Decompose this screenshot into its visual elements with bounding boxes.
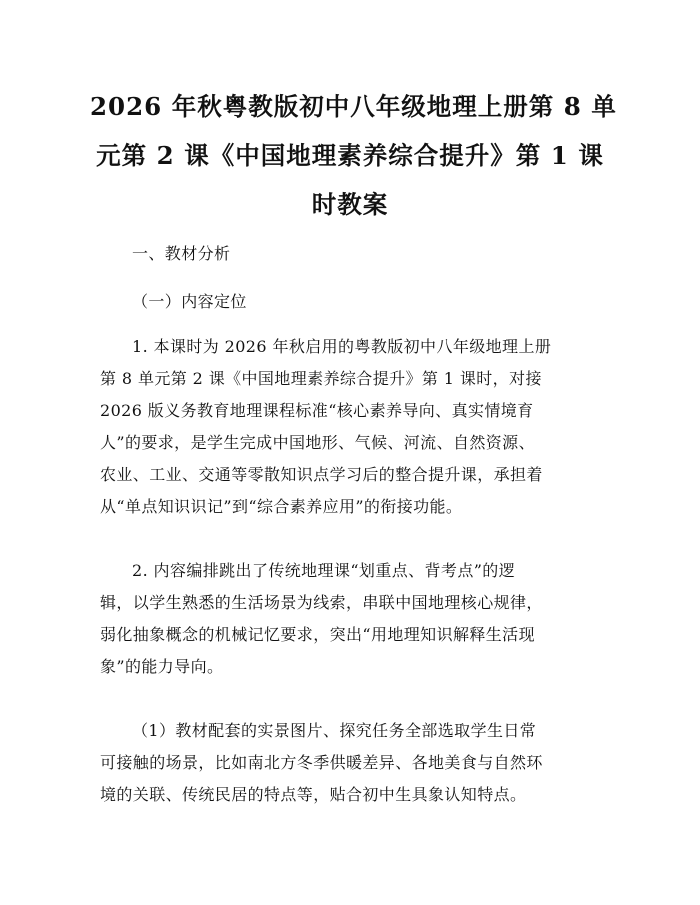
paragraph-1 bbox=[100, 331, 600, 523]
title-line: 时教案 bbox=[311, 190, 389, 219]
subsection-heading: （一）内容定位 bbox=[132, 292, 247, 311]
paragraph-line: 2026 版义务教育地理课程标准“核心素养导向、真实情境育 bbox=[100, 401, 534, 420]
title-line: 元第 2 课《中国地理素养综合提升》第 1 课 bbox=[96, 141, 604, 170]
title-line: 2026 年秋粤教版初中八年级地理上册第 8 单 bbox=[90, 92, 617, 121]
paragraph-line: （1）教材配套的实景图片、探究任务全部选取学生日常 bbox=[132, 721, 537, 740]
paragraph-line: 人”的要求，是学生完成中国地形、气候、河流、自然资源、 bbox=[100, 433, 535, 452]
paragraph-line: 境的关联、传统民居的特点等，贴合初中生具象认知特点。 bbox=[100, 785, 527, 804]
paragraph-2 bbox=[100, 555, 600, 683]
paragraph-line: 弱化抽象概念的机械记忆要求，突出“用地理知识解释生活现 bbox=[100, 625, 535, 644]
paragraph-line: 1. 本课时为 2026 年秋启用的粤教版初中八年级地理上册 bbox=[132, 337, 552, 356]
paragraph-line: 辑，以学生熟悉的生活场景为线索，串联中国地理核心规律， bbox=[100, 593, 543, 612]
paragraph-line: 从“单点知识识记”到“综合素养应用”的衔接功能。 bbox=[100, 497, 463, 516]
document-title bbox=[90, 82, 617, 229]
paragraph-line: 2. 内容编排跳出了传统地理课“划重点、背考点”的逻 bbox=[132, 561, 516, 580]
paragraph-line: 可接触的场景，比如南北方冬季供暖差异、各地美食与自然环 bbox=[100, 753, 543, 772]
paragraph-3 bbox=[100, 715, 600, 811]
paragraph-line: 农业、工业、交通等零散知识点学习后的整合提升课，承担着 bbox=[100, 465, 543, 484]
paragraph-line: 第 8 单元第 2 课《中国地理素养综合提升》第 1 课时，对接 bbox=[100, 369, 542, 388]
paragraph-line: 象”的能力导向。 bbox=[100, 657, 224, 676]
section-heading: 一、教材分析 bbox=[132, 244, 231, 263]
